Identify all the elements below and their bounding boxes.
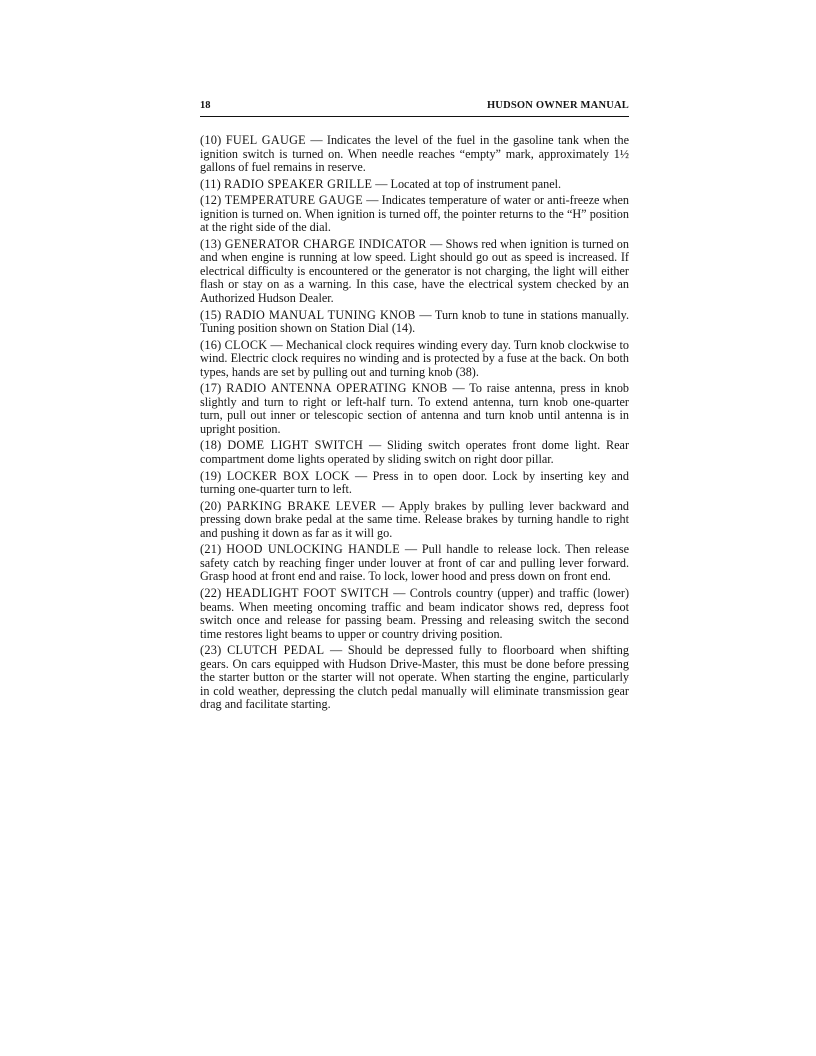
entry-radio-antenna-operating-knob: (17) RADIO ANTENNA OPERATING KNOB — To raise antenna, press in knob slightly and turn to right or left-half turn. To extend antenna, turn knob one-quarter turn, pull out inner or telescopic section of antenna and turn knob until antenna is in upright position. [200,381,630,436]
entry-heading: LOCKER BOX LOCK [226,468,350,483]
entry-number: (15) [200,307,222,322]
entry-number: (19) [200,468,222,483]
entry-heading: PARKING BRAKE LEVER [226,498,377,513]
running-head: HUDSON OWNER MANUAL [486,100,629,111]
entry-fuel-gauge: (10) FUEL GAUGE — Indicates the level of the fuel in the gasoline tank when the ignition switch is turned on. When needle reaches “empty” mark, approximately 1½ gallons of fuel remains in reserve. [200,133,630,175]
entry-locker-box-lock: (19) LOCKER BOX LOCK — Press in to open door. Lock by inserting key and turning one-quarter turn to left. [200,468,629,497]
entry-radio-manual-tuning-knob: (15) RADIO MANUAL TUNING KNOB — Turn knob to tune in stations manually. Tuning position shown on Station Dial (14). [200,307,629,336]
entry-text: Press in to open door. Lock by inserting key and turning one-quarter turn to left. [200,468,629,497]
entry-text: To raise antenna, press in knob slightly and turn to right or left-half turn. To extend antenna, turn knob one-quarter turn, pull out inner or telescopic section of antenna and turn knob until antenna is in upright position. [200,381,630,436]
entry-text: Indicates the level of the fuel in the gasoline tank when the ignition switch is turned on. When needle reaches “empty” mark, approximately 1½ gallons of fuel remains in reserve. [200,133,630,175]
entry-heading: RADIO MANUAL TUNING KNOB [225,307,416,322]
entry-number: (17) [200,381,222,396]
entry-number: (22) [200,585,222,600]
entry-heading: FUEL GAUGE [225,133,306,147]
entry-number: (18) [200,438,222,453]
entry-parking-brake-lever: (20) PARKING BRAKE LEVER — Apply brakes by pulling lever backward and pressing down brake pedal at the same time. Release brakes by turning handle to right and pushing it down as far as it will go. [200,498,630,540]
entry-number: (13) [200,236,222,251]
entry-heading: HEADLIGHT FOOT SWITCH [225,585,389,600]
entry-clock: (16) CLOCK — Mechanical clock requires winding every day. Turn knob clockwise to wind. Electric clock requires no winding and is protected by a fuse at the back. On both types, hands are set by pulling out and turning knob (38). [200,337,630,379]
entry-text: Located at top of instrument panel. [390,176,562,191]
entry-number: (10) [200,133,222,147]
entry-number: (21) [200,542,222,557]
entry-clutch-pedal: (23) CLUTCH PEDAL — Should be depressed fully to floorboard when shifting gears. On cars equipped with Hudson Drive-Master, this must be done before pressing the starter button or the starter will not operate. When starting the engine, particularly in cold weather, depressing the clutch pedal manually will eliminate transmission gear drag and facilitate starting. [200,643,629,712]
entry-headlight-foot-switch: (22) HEADLIGHT FOOT SWITCH — Controls country (upper) and traffic (lower) beams. When meeting oncoming traffic and beam indicator shows red, depress foot switch once and release for passing beam. Pressing and releasing switch the second time restores light beams to upper or country driving position. [200,585,630,641]
entry-text: Mechanical clock requires winding every day. Turn knob clockwise to wind. Electric clock requires no winding and is protected by a fuse at the back. On both types, hands are set by pulling out and turning knob (38). [200,337,630,379]
entry-heading: RADIO SPEAKER GRILLE [224,176,373,191]
entry-text: Sliding switch operates front dome light. Rear compartment dome lights operated by sliding switch on right door pillar. [200,438,630,467]
entry-generator-charge-indicator: (13) GENERATOR CHARGE INDICATOR — Shows red when ignition is turned on and when engine is running at low speed. Light should go out as speed is increased. If electrical difficulty is encountered or the generator is not charging, the light will either flash or stay on as a warning. In this case, have the electrical system checked by an Authorized Hudson Dealer. [200,236,629,306]
entry-heading: CLUTCH PEDAL [227,643,325,658]
entry-number: (11) [200,176,221,191]
page-header [200,100,629,117]
entry-heading: HOOD UNLOCKING HANDLE [226,542,401,557]
entry-number: (20) [200,498,222,513]
entry-temperature-gauge: (12) TEMPERATURE GAUGE — Indicates temperature of water or anti-freeze when ignition is turned on. When ignition is turned off, the pointer returns to the “H” position at the right side of the dial. [200,193,630,235]
entry-text: Should be depressed fully to floorboard when shifting gears. On cars equipped with Hudson Drive-Master, this must be done before pressing the starter button or the starter will not operate. When starting the engine, particularly in cold weather, depressing the clutch pedal manually will eliminate transmission gear drag and facilitate starting. [200,643,629,712]
entry-text: Pull handle to release lock. Then release safety catch by reaching finger under louver at front of car and pulling lever forward. Grasp hood at front end and raise. To lock, lower hood and press down on front end. [200,542,629,584]
page-number: 18 [200,100,211,111]
entry-text: Apply brakes by pulling lever backward and pressing down brake pedal at the same time. Release brakes by turning handle to right and pushing it down as far as it will go. [200,498,630,540]
entry-text: Controls country (upper) and traffic (lower) beams. When meeting oncoming traffic and beam indicator shows red, depress foot switch once and release for passing beam. Pressing and releasing switch the second time restores light beams to upper or country driving position. [200,585,630,641]
entry-heading: RADIO ANTENNA OPERATING KNOB [226,381,448,396]
entry-text: Turn knob to tune in stations manually. Tuning position shown on Station Dial (14). [200,307,629,336]
entry-heading: DOME LIGHT SWITCH [227,438,364,453]
entry-heading: TEMPERATURE GAUGE [224,193,364,208]
entry-number: (23) [200,643,222,658]
entry-text: Shows red when ignition is turned on and when engine is running at low speed. Light should go out as speed is increased. If electrical difficulty is encountered or the generator is not charging, the light will either flash or stay on as a warning. In this case, have the electrical system checked by an Authorized Hudson Dealer. [200,236,629,306]
entry-text: Indicates temperature of water or anti-freeze when ignition is turned on. When ignition is turned off, the pointer returns to the “H” position at the right side of the dial. [200,193,630,235]
entry-hood-unlocking-handle: (21) HOOD UNLOCKING HANDLE — Pull handle to release lock. Then release safety catch by reaching finger under louver at front of car and pulling lever forward. Grasp hood at front end and raise. To lock, lower hood and press down on front end. [200,542,629,584]
entry-heading: GENERATOR CHARGE INDICATOR [224,236,427,251]
manual-text-block [200,134,629,715]
entry-heading: CLOCK [224,337,268,352]
entry-number: (16) [200,337,222,352]
entry-radio-speaker-grille: (11) RADIO SPEAKER GRILLE — Located at top of instrument panel. [200,176,562,191]
entry-dome-light-switch: (18) DOME LIGHT SWITCH — Sliding switch operates front dome light. Rear compartment dome lights operated by sliding switch on right door pillar. [200,438,630,467]
entry-number: (12) [200,193,222,208]
